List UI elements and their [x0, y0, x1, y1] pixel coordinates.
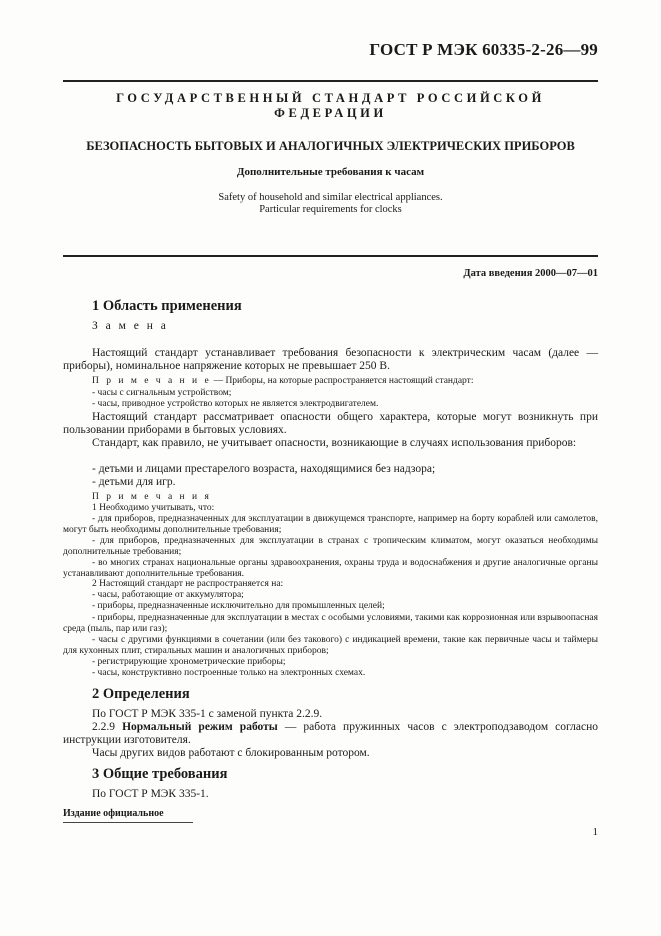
note-2: 2 Настоящий стандарт не распространяется на: — [92, 579, 284, 589]
section-1-paragraph-1: Настоящий стандарт устанавливает требования безопасности к электрическим часам (далее — приборы), номинальное напряжение которых не превышает 250 В. — [63, 347, 598, 372]
term-definition: — работа пружинных часов с электроподзаводом согласно инструкции изготовителя. — [63, 721, 599, 746]
note-2-item-c: - приборы, предназначенные для эксплуатации в местах с особыми условиями, такими как коррозионная или взрывоопасная среда (пыль, пар или газ); — [63, 613, 598, 635]
english-title-line-2: Particular requirements for clocks — [259, 204, 402, 215]
section-3-paragraph-1: По ГОСТ Р МЭК 335-1. — [92, 788, 209, 800]
document-subtitle: Дополнительные требования к часам — [236, 166, 425, 178]
official-edition-label: Издание официальное — [63, 808, 164, 819]
section-3-heading: 3 Общие требования — [92, 766, 228, 782]
note-1-item-a: - для приборов, предназначенных для эксплуатации в движущемся транспорте, например на борту кораблей или самолетов, могут быть необходимы дополнительные требования; — [63, 514, 598, 536]
state-standard-heading: ГОСУДАРСТВЕННЫЙ СТАНДАРТ РОССИЙСКОЙ ФЕДЕРАЦИИ — [116, 91, 545, 120]
top-rule — [63, 80, 598, 82]
title-rule — [63, 255, 598, 257]
notes-label: П р и м е ч а н и я — [92, 492, 212, 502]
note-text: — Приборы, на которые распространяется настоящий стандарт: — [211, 376, 474, 386]
note-2-item-b: - приборы, предназначенные исключительно для промышленных целей; — [92, 601, 385, 611]
note-2-item-a: - часы, работающие от аккумулятора; — [92, 590, 244, 600]
date-of-introduction: Дата введения 2000—07—01 — [463, 268, 598, 279]
clause-number: 2.2.9 — [92, 721, 123, 733]
note-item-1: - часы с сигнальным устройством; — [92, 388, 232, 398]
page-number: 1 — [592, 826, 598, 838]
note-line — [92, 376, 598, 387]
english-title-line-1: Safety of household and similar electrical appliances. — [218, 192, 443, 203]
section-1-heading: 1 Область применения — [92, 298, 242, 314]
section-2-paragraph-1: По ГОСТ Р МЭК 335-1 с заменой пункта 2.2.9. — [92, 708, 323, 720]
footer-rule — [63, 822, 193, 823]
note-label: П р и м е ч а н и е — [92, 376, 212, 386]
english-title — [63, 192, 598, 216]
section-2-paragraph-2 — [63, 721, 598, 747]
replace-label: З а м е н а — [92, 320, 169, 332]
list-item-2: - детьми для игр. — [92, 476, 176, 488]
term-normal-operation: Нормальный режим работы — [122, 721, 278, 733]
note-1: 1 Необходимо учитывать, что: — [92, 503, 215, 513]
note-1-item-c: - во многих странах национальные органы здравоохранения, охраны труда и водоснабжения и другие аналогичные органы устанавливают дополнительные требования. — [63, 558, 598, 580]
note-2-item-e: - регистрирующие хронометрические приборы; — [92, 657, 286, 667]
section-1-paragraph-3: Стандарт, как правило, не учитывает опасности, возникающие в случаях использования приборов: — [92, 437, 577, 449]
note-2-item-d: - часы с другими функциями в сочетании (или без такового) с индикацией времени, такие как первичные часы и таймеры для кухонных плит, стиральных машин и аналогичных приборов; — [63, 635, 598, 657]
section-2-heading: 2 Определения — [92, 686, 190, 702]
note-2-item-f: - часы, конструктивно построенные только на электронных схемах. — [92, 668, 366, 678]
note-1-item-b: - для приборов, предназначенных для эксплуатации в странах с тропическим климатом, могут оказаться необходимы дополнительные требования; — [63, 536, 598, 558]
note-item-2: - часы, приводное устройство которых не является электродвигателем. — [92, 399, 379, 409]
gost-code: ГОСТ Р МЭК 60335-2-26—99 — [369, 40, 598, 59]
document-title: БЕЗОПАСНОСТЬ БЫТОВЫХ И АНАЛОГИЧНЫХ ЭЛЕКТРИЧЕСКИХ ПРИБОРОВ — [86, 139, 575, 153]
section-2-paragraph-3: Часы других видов работают с блокированным ротором. — [92, 747, 370, 759]
section-1-paragraph-2: Настоящий стандарт рассматривает опасности общего характера, которые могут возникнуть при пользовании приборами в бытовых условиях. — [63, 411, 598, 436]
list-item-1: - детьми и лицами престарелого возраста, находящимися без надзора; — [92, 463, 436, 475]
